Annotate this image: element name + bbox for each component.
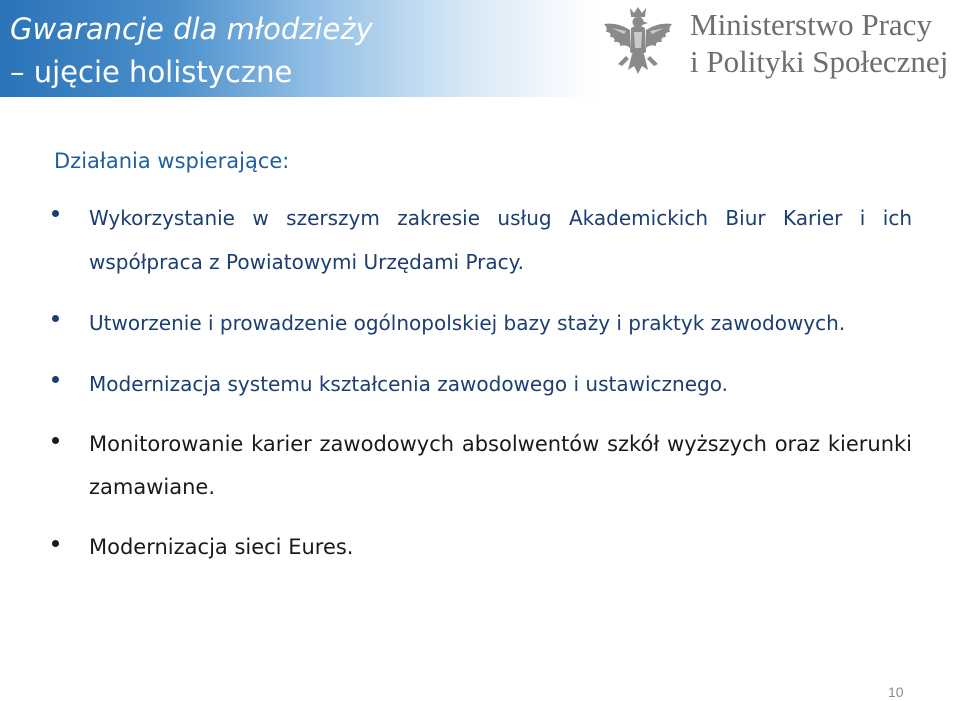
page-number: 10 [888, 684, 904, 700]
list-item [50, 526, 912, 569]
polish-eagle-icon [596, 4, 680, 90]
title-line-1: Gwarancje dla młodzieży [10, 12, 373, 46]
bullet-list [50, 196, 912, 586]
list-item [50, 196, 912, 284]
title-line-2: – ujęcie holistyczne [10, 55, 293, 89]
list-item [50, 362, 912, 406]
section-subheading: Działania wspierające: [54, 149, 290, 173]
list-item-text: Modernizacja systemu kształcenia zawodowego i ustawicznego. [89, 372, 728, 396]
ministry-name-line-2: i Polityki Społecznej [690, 44, 949, 79]
list-item-text: Monitorowanie karier zawodowych absolwentów szkół wyższych oraz kierunki zamawiane. [89, 432, 912, 499]
ministry-name [690, 6, 960, 80]
list-item [50, 423, 912, 509]
ministry-name-line-1: Ministerstwo Pracy [690, 7, 932, 42]
bullet-dot-icon [52, 315, 59, 322]
slide-title [10, 8, 430, 94]
bullet-dot-icon [52, 376, 59, 383]
list-item [50, 301, 912, 345]
list-item-text: Wykorzystanie w szerszym zakresie usług Akademickich Biur Karier i ich współpraca z Powiatowymi Urzędami Pracy. [89, 206, 912, 274]
list-item-text: Utworzenie i prowadzenie ogólnopolskiej bazy staży i praktyk zawodowych. [89, 311, 846, 335]
ministry-logo [590, 4, 956, 90]
bullet-dot-icon [52, 437, 59, 444]
list-item-text: Modernizacja sieci Eures. [89, 535, 354, 559]
bullet-dot-icon [52, 210, 59, 217]
bullet-dot-icon [52, 540, 59, 547]
